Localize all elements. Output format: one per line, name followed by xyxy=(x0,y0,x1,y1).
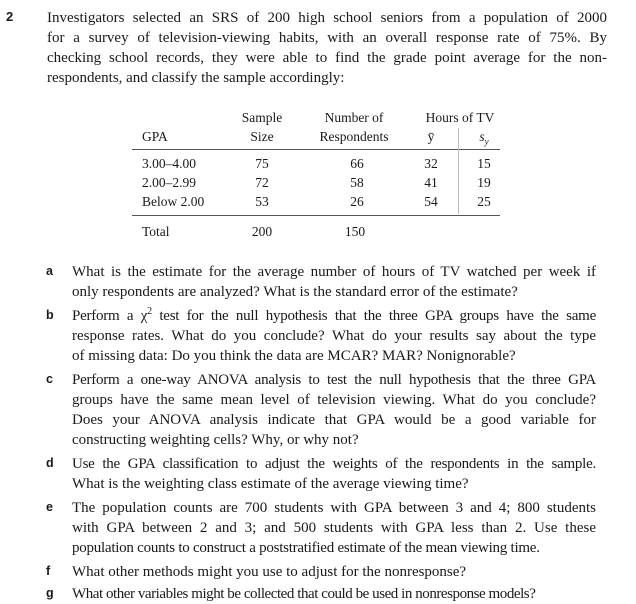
chi-square-prefix: Perform a χ xyxy=(72,308,148,324)
part-line: Use the GPA classification to adjust the weights of the respondents in the sample. xyxy=(72,456,596,472)
part-line: groups have the same mean level of television viewing. What do you conclude? xyxy=(72,392,596,408)
header-respondents: Respondents xyxy=(319,129,389,144)
column-divider xyxy=(458,128,459,214)
total-size: 200 xyxy=(251,224,273,239)
row-respondents: 66 xyxy=(350,156,364,171)
row-ybar: 32 xyxy=(424,156,438,171)
part-text xyxy=(72,306,596,366)
total-rule xyxy=(132,215,500,216)
part-line: response rates. What do you conclude? What do your results say about the type xyxy=(72,328,596,344)
header-hours-of-tv: Hours of TV xyxy=(425,110,495,125)
row-respondents: 58 xyxy=(350,175,364,190)
part-letter: g xyxy=(46,586,54,600)
header-sample: Sample xyxy=(241,110,283,125)
part-letter: c xyxy=(46,372,53,386)
part-line: with GPA between 2 and 3; and 500 students with GPA less than 2. Use these xyxy=(72,520,596,536)
part-line: What is the estimate for the average number of hours of TV watched per week if xyxy=(72,264,596,280)
row-sy: 19 xyxy=(477,175,491,190)
chi-square-superscript: 2 xyxy=(147,306,152,317)
part-line: of missing data: Do you think the data are MCAR? MAR? Nonignorable? xyxy=(72,348,516,364)
header-rule xyxy=(132,149,500,150)
part-line: population counts to construct a poststratified estimate of the mean viewing time. xyxy=(72,540,540,556)
header-sy-sub: y xyxy=(484,136,489,147)
part-line: constructing weighting cells? Why, or why not? xyxy=(72,432,359,448)
header-number-of: Number of xyxy=(324,110,384,125)
header-ybar: ȳ xyxy=(427,129,435,144)
row-size: 72 xyxy=(255,175,269,190)
total-respondents: 150 xyxy=(344,224,366,239)
row-size: 75 xyxy=(255,156,269,171)
row-gpa: Below 2.00 xyxy=(142,194,205,209)
row-size: 53 xyxy=(255,194,269,209)
part-text xyxy=(72,370,596,450)
row-ybar: 54 xyxy=(424,194,438,209)
row-respondents: 26 xyxy=(350,194,364,209)
row-sy: 25 xyxy=(477,194,491,209)
part-text xyxy=(72,562,596,582)
part-line: Does your ANOVA analysis indicate that GPA would be a good variable for xyxy=(72,412,596,428)
part-line xyxy=(72,306,596,326)
gpa-table xyxy=(0,0,636,250)
part-line: Perform a one-way ANOVA analysis to test the null hypothesis that the three GPA xyxy=(72,372,596,388)
part-line: What is the weighting class estimate of the average viewing time? xyxy=(72,476,469,492)
intro-line: Investigators selected an SRS of 200 high school seniors from a population of 2000 xyxy=(47,10,607,26)
intro-line: checking school records, they were able to find the grade point average for the non- xyxy=(47,50,607,66)
part-letter: e xyxy=(46,500,53,514)
total-label: Total xyxy=(142,224,170,239)
part-text xyxy=(72,498,596,558)
header-sy-s: s xyxy=(479,129,485,144)
header-gpa: GPA xyxy=(142,129,168,144)
intro-line: for a survey of television-viewing habits, with an overall response rate of 75%. By xyxy=(47,30,607,46)
part-letter: f xyxy=(46,564,51,578)
part-line: What other methods might you use to adjust for the nonresponse? xyxy=(72,564,467,580)
part-text xyxy=(72,262,596,302)
problem-number: 2 xyxy=(6,9,14,24)
row-gpa: 2.00–2.99 xyxy=(142,175,196,190)
part-line: The population counts are 700 students with GPA between 3 and 4; 800 students xyxy=(72,500,596,516)
header-size: Size xyxy=(250,129,274,144)
header-sy xyxy=(479,129,488,147)
part-letter: a xyxy=(46,264,53,278)
row-gpa: 3.00–4.00 xyxy=(142,156,196,171)
part-line: What other variables might be collected that could be used in nonresponse models? xyxy=(72,586,536,602)
chi-square-suffix: test for the null hypothesis that the three GPA groups have the same xyxy=(151,308,596,324)
row-sy: 15 xyxy=(477,156,491,171)
row-ybar: 41 xyxy=(424,175,438,190)
part-text xyxy=(72,584,596,604)
intro-line: respondents, and classify the sample accordingly: xyxy=(47,70,345,86)
part-line: only respondents are analyzed? What is the standard error of the estimate? xyxy=(72,284,518,300)
part-text xyxy=(72,454,596,494)
part-letter: d xyxy=(46,456,54,470)
part-letter: b xyxy=(46,308,54,322)
